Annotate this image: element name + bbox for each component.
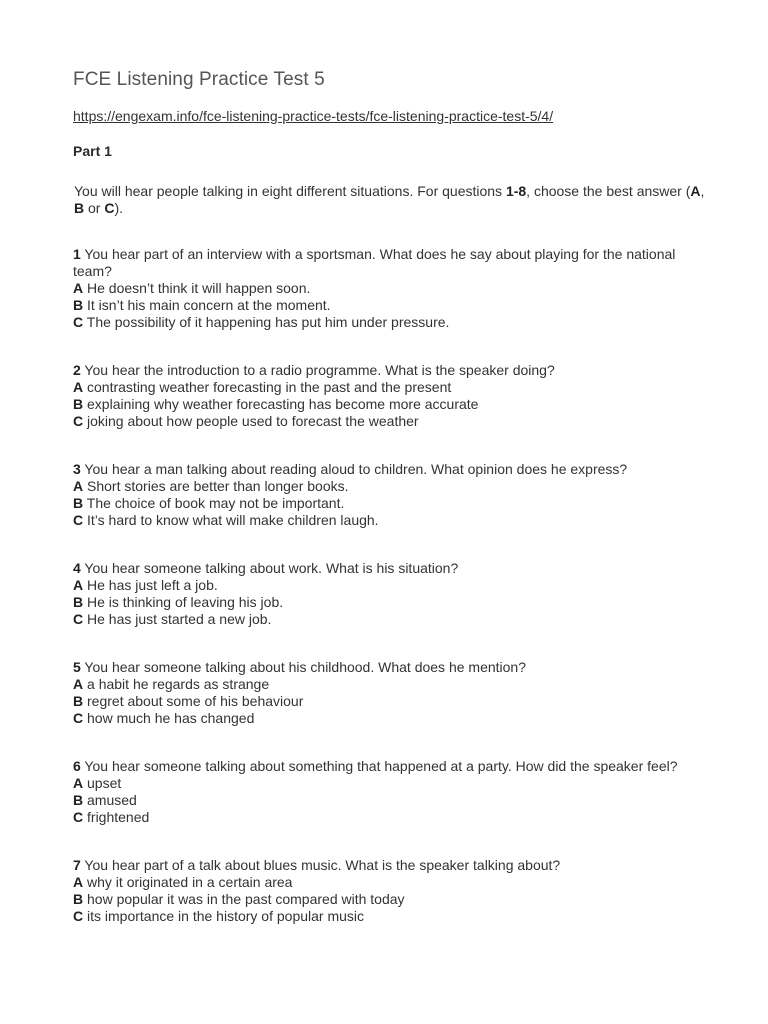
- question-text: You hear someone talking about something that happened at a party. How did the speaker feel?: [80, 758, 678, 774]
- answer-letter-c: C: [104, 200, 115, 216]
- option-text: He has just started a new job.: [83, 611, 272, 627]
- option-c: [73, 314, 713, 331]
- question-text: You hear the introduction to a radio programme. What is the speaker doing?: [80, 362, 555, 378]
- option-letter: A: [73, 280, 84, 296]
- question-stem: [73, 758, 713, 775]
- option-text: upset: [83, 775, 122, 791]
- option-b: [73, 891, 713, 908]
- question-number: 4: [73, 560, 81, 576]
- question-stem: [73, 362, 713, 379]
- option-a: [73, 577, 713, 594]
- option-letter: C: [73, 413, 84, 429]
- document-page: [73, 68, 713, 925]
- question-number: 7: [73, 857, 81, 873]
- instructions-text: ).: [114, 200, 124, 216]
- option-a: [73, 280, 713, 297]
- option-text: how much he has changed: [83, 710, 255, 726]
- option-letter: C: [73, 314, 84, 330]
- option-text: The possibility of it happening has put him under pressure.: [83, 314, 450, 330]
- option-letter: A: [73, 874, 84, 890]
- option-a: [73, 379, 713, 396]
- question-range: 1-8: [505, 183, 527, 199]
- source-link[interactable]: https://engexam.info/fce-listening-practice-tests/fce-listening-practice-test-5/4/: [73, 108, 554, 124]
- option-text: regret about some of his behaviour: [83, 693, 304, 709]
- instructions-text: You will hear people talking in eight different situations. For questions: [74, 183, 506, 199]
- option-letter: B: [73, 396, 84, 412]
- option-text: joking about how people used to forecast the weather: [83, 413, 419, 429]
- question-text: You hear someone talking about his childhood. What does he mention?: [80, 659, 526, 675]
- answer-letter-b: B: [74, 200, 85, 216]
- option-text: Short stories are better than longer books.: [83, 478, 349, 494]
- question-stem: [73, 560, 713, 577]
- question-number: 2: [73, 362, 81, 378]
- option-letter: B: [73, 495, 84, 511]
- question-number: 5: [73, 659, 81, 675]
- option-letter: B: [73, 297, 84, 313]
- question-2: [73, 362, 713, 430]
- option-letter: C: [73, 908, 84, 924]
- page-title: FCE Listening Practice Test 5: [73, 69, 325, 90]
- part-heading: Part 1: [73, 143, 112, 159]
- option-c: [73, 413, 713, 430]
- question-stem: [73, 659, 713, 676]
- question-3: [73, 461, 713, 529]
- question-text: You hear a man talking about reading aloud to children. What opinion does he express?: [80, 461, 628, 477]
- option-b: [73, 792, 713, 809]
- option-text: why it originated in a certain area: [83, 874, 293, 890]
- option-b: [73, 594, 713, 611]
- option-letter: B: [73, 594, 84, 610]
- option-text: contrasting weather forecasting in the past and the present: [83, 379, 452, 395]
- option-text: It’s hard to know what will make children laugh.: [83, 512, 379, 528]
- question-number: 1: [73, 246, 81, 262]
- question-text: You hear part of a talk about blues music. What is the speaker talking about?: [80, 857, 561, 873]
- question-stem: [73, 857, 713, 874]
- option-b: [73, 495, 713, 512]
- option-letter: C: [73, 611, 84, 627]
- option-c: [73, 512, 713, 529]
- option-b: [73, 297, 713, 314]
- option-letter: B: [73, 792, 84, 808]
- question-text: You hear someone talking about work. What is his situation?: [80, 560, 459, 576]
- option-a: [73, 775, 713, 792]
- question-number: 6: [73, 758, 81, 774]
- question-stem: [73, 461, 713, 478]
- question-5: [73, 659, 713, 727]
- option-a: [73, 874, 713, 891]
- option-b: [73, 396, 713, 413]
- option-text: He is thinking of leaving his job.: [83, 594, 284, 610]
- question-7: [73, 857, 713, 925]
- instructions: [74, 183, 713, 217]
- option-letter: A: [73, 379, 84, 395]
- instructions-separator: ,: [700, 183, 705, 199]
- option-text: The choice of book may not be important.: [83, 495, 345, 511]
- option-c: [73, 710, 713, 727]
- question-6: [73, 758, 713, 826]
- option-c: [73, 809, 713, 826]
- option-letter: B: [73, 693, 84, 709]
- option-a: [73, 478, 713, 495]
- question-stem: [73, 246, 713, 280]
- option-letter: C: [73, 809, 84, 825]
- option-text: how popular it was in the past compared with today: [83, 891, 405, 907]
- option-text: a habit he regards as strange: [83, 676, 270, 692]
- option-c: [73, 611, 713, 628]
- option-b: [73, 693, 713, 710]
- option-text: He doesn’t think it will happen soon.: [83, 280, 311, 296]
- option-a: [73, 676, 713, 693]
- option-text: amused: [83, 792, 137, 808]
- option-letter: C: [73, 710, 84, 726]
- instructions-text: , choose the best answer (: [526, 183, 691, 199]
- question-text: You hear part of an interview with a sportsman. What does he say about playing for the national team?: [73, 246, 676, 279]
- option-letter: A: [73, 676, 84, 692]
- option-c: [73, 908, 713, 925]
- option-letter: A: [73, 577, 84, 593]
- option-letter: C: [73, 512, 84, 528]
- question-number: 3: [73, 461, 81, 477]
- question-1: [73, 246, 713, 331]
- instructions-separator: or: [84, 200, 105, 216]
- option-text: It isn’t his main concern at the moment.: [83, 297, 331, 313]
- option-letter: A: [73, 478, 84, 494]
- option-text: explaining why weather forecasting has become more accurate: [83, 396, 479, 412]
- option-text: its importance in the history of popular music: [83, 908, 365, 924]
- option-letter: B: [73, 891, 84, 907]
- option-text: frightened: [83, 809, 150, 825]
- answer-letter-a: A: [690, 183, 701, 199]
- question-4: [73, 560, 713, 628]
- option-text: He has just left a job.: [83, 577, 218, 593]
- option-letter: A: [73, 775, 84, 791]
